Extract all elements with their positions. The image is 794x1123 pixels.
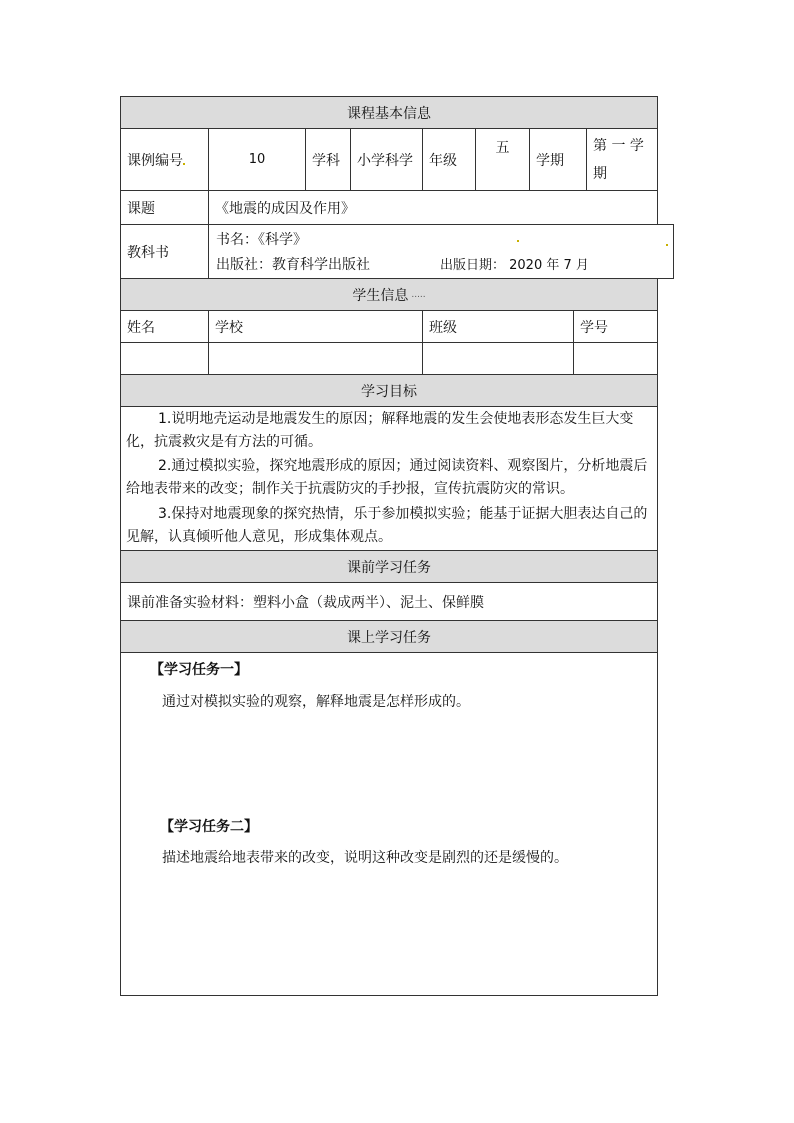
- pre-class-body: 课前准备实验材料：塑料小盒（裁成两半）、泥土、保鲜膜: [120, 582, 658, 621]
- class-input-cell[interactable]: [422, 342, 574, 375]
- topic-label-cell: 课题: [120, 190, 209, 225]
- yellow-mark-dot: [666, 244, 668, 246]
- objective-item-3: 3.保持对地震现象的探究热情，乐于参加模拟实验；能基于证据大胆表达自己的见解，认真倾听他人意见，形成集体观点。: [126, 506, 648, 545]
- school-label-cell: 学校: [208, 310, 423, 343]
- class-label-cell: 班级: [422, 310, 574, 343]
- yellow-mark-dot: [517, 240, 519, 242]
- book-name: 书名：《科学》: [216, 232, 307, 248]
- subject-label-cell: 学科: [305, 128, 351, 191]
- term-label-cell: 学期: [529, 128, 587, 191]
- grade-label-cell: 年级: [422, 128, 476, 191]
- yellow-mark-dot: [183, 163, 185, 165]
- task2-content: 描述地震给地表带来的改变，说明这种改变是剧烈的还是缓慢的。: [162, 850, 568, 866]
- subject-value-cell: 小学科学: [350, 128, 423, 191]
- objective-item-1: 1.说明地壳运动是地震发生的原因；解释地震的发生会使地表形态发生巨大变化，抗震救灾是有方法的可循。: [126, 411, 634, 450]
- task2-title: 【学习任务二】: [160, 819, 258, 835]
- student-info-header: 学生信息 .....: [120, 278, 658, 311]
- textbook-label-cell: 教科书: [120, 224, 209, 279]
- publish-date: 出版日期： 2020 年 7 月: [440, 258, 589, 273]
- task1-title: 【学习任务一】: [150, 662, 248, 678]
- grade-value-cell: 五: [475, 128, 530, 191]
- task1-content: 通过对模拟实验的观察，解释地震是怎样形成的。: [162, 694, 470, 710]
- dotted-mark: .....: [411, 289, 426, 300]
- publisher: 出版社：教育科学出版社: [216, 257, 370, 273]
- name-input-cell[interactable]: [120, 342, 209, 375]
- course-info-header-text: 课程基本信息: [347, 105, 431, 122]
- name-label-cell: 姓名: [120, 310, 209, 343]
- school-input-cell[interactable]: [208, 342, 423, 375]
- in-class-header: 课上学习任务: [120, 620, 658, 653]
- case-no-value-cell: 10: [208, 128, 306, 191]
- case-no-label-cell: 课例编号: [120, 128, 209, 191]
- course-info-header: [120, 96, 658, 129]
- topic-value-cell: 《地震的成因及作用》: [208, 190, 658, 225]
- pre-class-header: 课前学习任务: [120, 550, 658, 583]
- objectives-header: 学习目标: [120, 374, 658, 407]
- student-no-input-cell[interactable]: [573, 342, 658, 375]
- student-no-label-cell: 学号: [573, 310, 658, 343]
- objective-item-2: 2.通过模拟实验，探究地震形成的原因；通过阅读资料、观察图片，分析地震后给地表带来的改变；制作关于抗震防灾的手抄报，宣传抗震防灾的常识。: [126, 458, 648, 497]
- term-value-cell: 第 一 学 期: [586, 128, 658, 191]
